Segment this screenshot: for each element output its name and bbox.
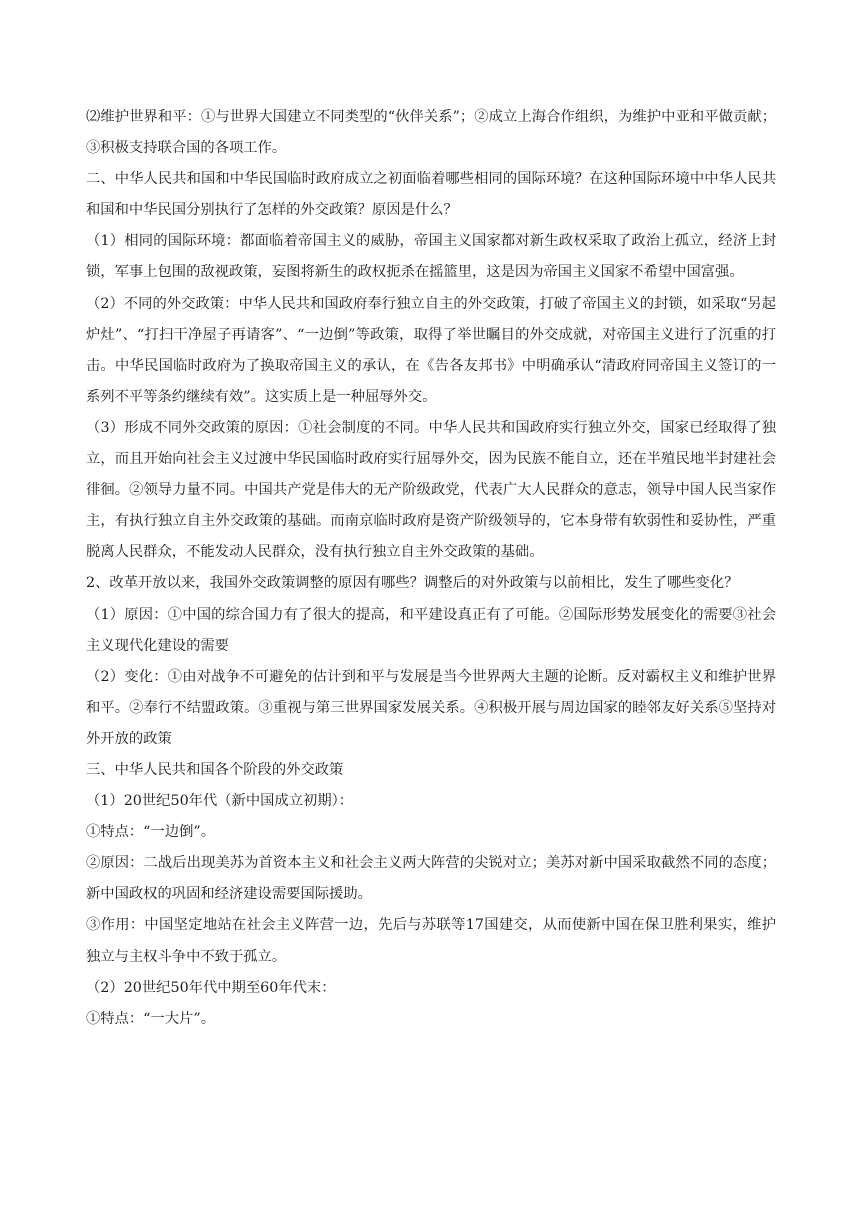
paragraph-maintain-peace: ⑵维护世界和平：①与世界大国建立不同类型的“伙伴关系”；②成立上海合作组织，为维护中亚和平做贡献；③积极支持联合国的各项工作。: [86, 109, 776, 157]
subheading-1950s: （1）20世纪50年代（新中国成立初期）：: [86, 793, 354, 810]
paragraph-same-environment: （1）相同的国际环境：都面临着帝国主义的威胁，帝国主义国家都对新生政权采取了政治上孤立，经济上封锁，军事上包围的敌视政策，妄图将新生的政权扼杀在摇篮里，这是因为帝国主义国家不希望中国富强。: [86, 233, 776, 281]
list-item-reason-1950s: ②原因：二战后出现美苏为首资本主义和社会主义两大阵营的尖锐对立；美苏对新中国采取截然不同的态度；新中国政权的巩固和经济建设需要国际援助。: [86, 855, 776, 903]
question-reform-opening: 2、改革开放以来，我国外交政策调整的原因有哪些？调整后的对外政策与以前相比，发生了哪些变化？: [86, 575, 739, 592]
subheading-mid-1950s-1960s: （2）20世纪50年代中期至60年代末：: [86, 979, 336, 996]
list-item-feature-1950s: ①特点：“一边倒”。: [86, 824, 215, 841]
paragraph-reform-reasons: （1）原因：①中国的综合国力有了很大的提高，和平建设真正有了可能。②国际形势发展变化的需要③社会主义现代化建设的需要: [86, 606, 776, 654]
paragraph-reform-changes: （2）变化：①由对战争不可避免的估计到和平与发展是当今世界两大主题的论断。反对霸权主义和维护世界和平。②奉行不结盟政策。③重视与第三世界国家发展关系。④积极开展与周边国家的睦邻友好关系⑤坚持对外开放的政策: [86, 668, 776, 747]
heading-section-3: 三、中华人民共和国各个阶段的外交政策: [86, 761, 344, 778]
document-body: [86, 102, 776, 1035]
list-item-effect-1950s: ③作用：中国坚定地站在社会主义阵营一边，先后与苏联等17国建交，从而使新中国在保卫胜利果实，维护独立与主权斗争中不致于孤立。: [86, 917, 776, 965]
heading-section-2: 二、中华人民共和国和中华民国临时政府成立之初面临着哪些相同的国际环境？在这种国际环境中中华人民共和国和中华民国分别执行了怎样的外交政策？原因是什么？: [86, 171, 776, 219]
list-item-feature-1960s: ①特点：“一大片”。: [86, 1010, 215, 1027]
paragraph-policy-reasons: （3）形成不同外交政策的原因：①社会制度的不同。中华人民共和国政府实行独立外交，国家已经取得了独立，而且开始向社会主义过渡中华民国临时政府实行屈辱外交，因为民族不能自立，还在半殖民地半封建社会徘徊。②领导力量不同。中国共产党是伟大的无产阶级政党，代表广大人民群众的意志，领导中国人民当家作主，有执行独立自主外交政策的基础。而南京临时政府是资产阶级领导的，它本身带有软弱性和妥协性，严重脱离人民群众，不能发动人民群众，没有执行独立自主外交政策的基础。: [86, 419, 776, 561]
paragraph-different-policies: （2）不同的外交政策：中华人民共和国政府奉行独立自主的外交政策，打破了帝国主义的封锁，如采取“另起炉灶”、“打扫干净屋子再请客”、“一边倒”等政策，取得了举世瞩目的外交成就，对帝国主义进行了沉重的打击。中华民国临时政府为了换取帝国主义的承认，在《告各友邦书》中明确承认“清政府同帝国主义签订的一系列不平等条约继续有效”。这实质上是一种屈辱外交。: [86, 295, 776, 405]
